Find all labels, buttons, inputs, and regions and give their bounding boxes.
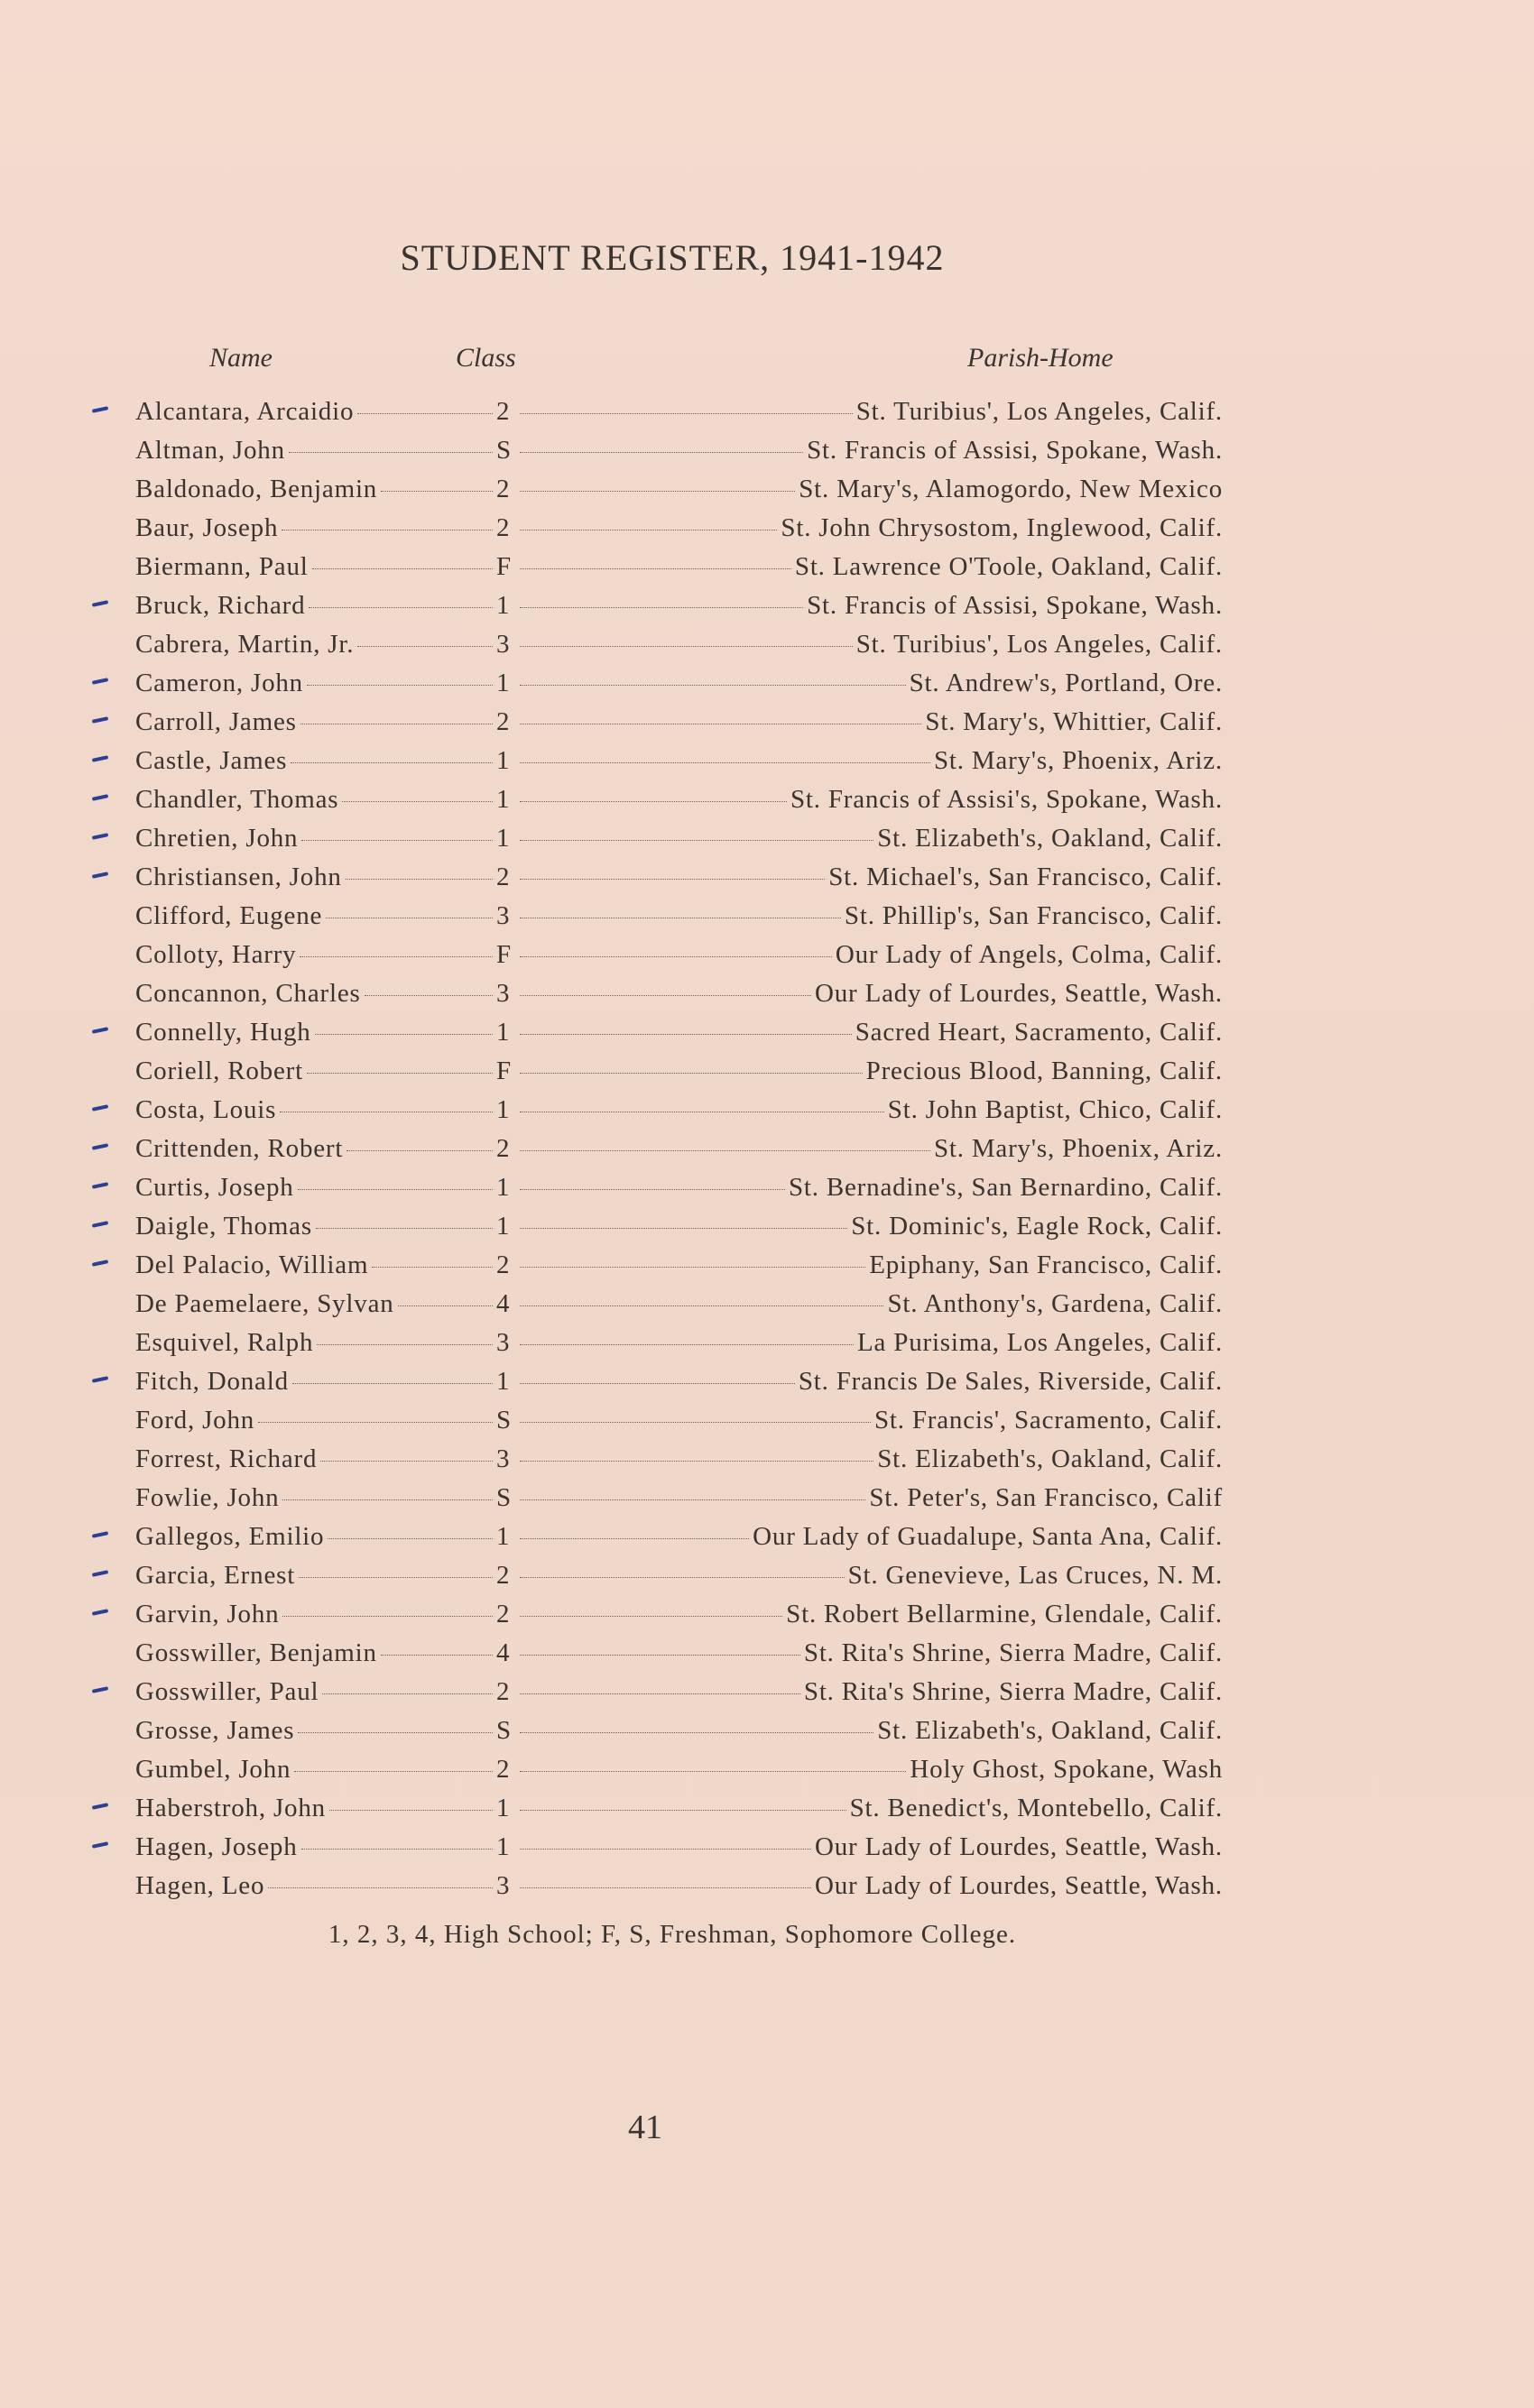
pen-check-mark [92,602,110,607]
leader-dots [282,1616,493,1617]
student-parish-home: St. Turibius', Los Angeles, Calif. [855,630,1223,659]
student-class: 4 [496,1638,511,1667]
student-class: 1 [496,1095,511,1124]
student-class: 1 [496,746,511,775]
student-class: 3 [496,630,511,659]
leader-dots [315,1034,493,1035]
student-name: Curtis, Joseph [135,1173,294,1202]
student-class: S [496,1483,512,1512]
student-class: S [496,436,512,465]
pen-check-mark [92,1688,110,1693]
student-class: 1 [496,1212,511,1241]
leader-dots [520,1189,785,1190]
student-name: Castle, James [135,746,288,775]
pen-check-mark [92,718,110,724]
pen-check-mark [92,796,110,801]
class-legend-footnote: 1, 2, 3, 4, High School; F, S, Freshman, Sophomore College. [328,1920,1017,1949]
student-class: 2 [496,1755,511,1784]
student-row [135,552,1223,591]
student-row [135,436,1223,475]
student-row [135,1444,1223,1483]
student-name: De Paemelaere, Sylvan [135,1289,394,1318]
pen-check-mark [92,408,110,413]
leader-dots [346,879,493,880]
student-row [135,901,1223,940]
student-name: Garvin, John [135,1600,280,1628]
student-class: F [496,940,512,969]
student-name: Grosse, James [135,1716,295,1745]
student-class: 1 [496,1522,511,1551]
student-class: 2 [496,475,511,503]
student-row [135,1289,1223,1328]
student-row [135,940,1223,979]
leader-dots [320,1461,493,1462]
student-row [135,1638,1223,1677]
leader-dots [292,1383,493,1384]
student-parish-home: St. Elizabeth's, Oakland, Calif. [877,1716,1223,1745]
leader-dots [300,956,493,957]
student-class: 2 [496,1134,511,1163]
student-name: Gosswiller, Paul [135,1677,319,1706]
pen-check-mark [92,873,110,879]
leader-dots [365,995,493,996]
student-name: Concannon, Charles [135,979,361,1008]
leader-dots [520,995,811,996]
leader-dots [520,1305,883,1306]
student-parish-home: St. Rita's Shrine, Sierra Madre, Calif. [803,1638,1223,1667]
student-class: 2 [496,1677,511,1706]
leader-dots [312,568,493,569]
leader-dots [520,452,803,453]
student-row [135,1832,1223,1871]
student-name: Ford, John [135,1406,255,1435]
student-parish-home: St. Francis of Assisi, Spokane, Wash. [807,436,1223,465]
student-parish-home: St. John Chrysostom, Inglewood, Calif. [781,513,1223,542]
student-parish-home: St. Genevieve, Las Cruces, N. M. [847,1561,1223,1590]
column-header-name: Name [209,343,273,373]
student-class: S [496,1716,512,1745]
student-name: Hagen, Leo [135,1871,265,1900]
student-parish-home: Epiphany, San Francisco, Calif. [869,1250,1223,1279]
student-class: 1 [496,1832,511,1861]
student-class: 4 [496,1289,511,1318]
student-list [135,397,1223,1910]
student-row [135,746,1223,785]
leader-dots [398,1305,493,1306]
student-parish-home: Our Lady of Lourdes, Seattle, Wash. [815,1871,1223,1900]
student-row [135,475,1223,513]
leader-dots [372,1267,493,1268]
student-class: F [496,1056,512,1085]
pen-check-mark [92,1533,110,1538]
pen-check-mark [92,1261,110,1267]
pen-check-mark [92,1843,110,1849]
leader-dots [520,1538,749,1539]
student-row [135,863,1223,901]
student-parish-home: St. Dominic's, Eagle Rock, Calif. [851,1212,1223,1241]
student-row [135,707,1223,746]
student-name: Cabrera, Martin, Jr. [135,630,355,659]
student-name: Esquivel, Ralph [135,1328,314,1357]
student-parish-home: St. Andrew's, Portland, Ore. [909,669,1223,697]
leader-dots [317,1344,493,1345]
leader-dots [520,1344,854,1345]
leader-dots [520,879,825,880]
leader-dots [322,1693,493,1694]
column-header-class: Class [456,343,516,373]
pen-check-mark [92,1184,110,1189]
leader-dots [520,1849,811,1850]
student-row [135,1677,1223,1716]
leader-dots [357,646,493,647]
student-parish-home: St. Mary's, Phoenix, Ariz. [933,746,1223,775]
leader-dots [520,1887,811,1888]
student-row [135,1483,1223,1522]
student-row [135,1406,1223,1444]
leader-dots [329,1810,493,1811]
student-parish-home: St. Francis', Sacramento, Calif. [873,1406,1223,1435]
leader-dots [520,1771,906,1772]
student-name: Bruck, Richard [135,591,306,620]
leader-dots [381,491,493,492]
student-parish-home: Sacred Heart, Sacramento, Calif. [855,1018,1223,1047]
leader-dots [291,762,493,763]
leader-dots [520,801,787,802]
student-parish-home: Precious Blood, Banning, Calif. [865,1056,1223,1085]
leader-dots [520,956,832,957]
pen-check-mark [92,1378,110,1383]
student-parish-home: St. Francis De Sales, Riverside, Calif. [798,1367,1223,1396]
student-name: Carroll, James [135,707,297,736]
student-name: Del Palacio, William [135,1250,369,1279]
student-parish-home: St. Elizabeth's, Oakland, Calif. [877,1444,1223,1473]
leader-dots [520,646,853,647]
student-name: Coriell, Robert [135,1056,303,1085]
student-name: Crittenden, Robert [135,1134,344,1163]
student-parish-home: St. Francis of Assisi, Spokane, Wash. [807,591,1223,620]
leader-dots [520,1732,873,1733]
leader-dots [342,801,493,802]
leader-dots [520,1383,795,1384]
leader-dots [520,762,930,763]
leader-dots [301,840,493,841]
leader-dots [520,1150,930,1151]
student-row [135,591,1223,630]
student-class: 3 [496,1871,511,1900]
leader-dots [268,1887,493,1888]
student-name: Chretien, John [135,824,299,853]
page-number: 41 [628,2108,662,2146]
leader-dots [520,685,906,686]
student-parish-home: St. Elizabeth's, Oakland, Calif. [877,824,1223,853]
leader-dots [301,1849,493,1850]
student-parish-home: Our Lady of Guadalupe, Santa Ana, Calif. [753,1522,1223,1551]
pen-check-mark [92,1804,110,1810]
leader-dots [520,413,853,414]
student-parish-home: La Purisima, Los Angeles, Calif. [857,1328,1223,1357]
student-parish-home: St. Rita's Shrine, Sierra Madre, Calif. [803,1677,1223,1706]
leader-dots [289,452,493,453]
student-row [135,1561,1223,1600]
leader-dots [520,1616,782,1617]
student-class: 2 [496,1561,511,1590]
student-class: 2 [496,1600,511,1628]
student-row [135,785,1223,824]
student-class: 1 [496,824,511,853]
student-row [135,1522,1223,1561]
pen-check-mark [92,1145,110,1150]
student-class: 1 [496,1794,511,1822]
student-class: 3 [496,1328,511,1357]
student-row [135,979,1223,1018]
student-name: Clifford, Eugene [135,901,323,930]
leader-dots [309,607,493,608]
leader-dots [328,1538,493,1539]
student-name: Christiansen, John [135,863,342,891]
pen-check-mark [92,1572,110,1577]
leader-dots [520,1655,800,1656]
student-row [135,669,1223,707]
student-name: Baur, Joseph [135,513,279,542]
leader-dots [282,1499,493,1500]
student-row [135,1794,1223,1832]
student-name: Gallegos, Emilio [135,1522,325,1551]
leader-dots [299,1577,493,1578]
leader-dots [520,607,803,608]
student-row [135,1600,1223,1638]
student-parish-home: St. Mary's, Whittier, Calif. [925,707,1223,736]
student-row [135,1250,1223,1289]
leader-dots [520,1422,871,1423]
student-class: 3 [496,979,511,1008]
student-name: Altman, John [135,436,285,465]
student-class: 3 [496,1444,511,1473]
student-name: Gumbel, John [135,1755,291,1784]
student-class: 1 [496,1018,511,1047]
student-row [135,1056,1223,1095]
student-name: Baldonado, Benjamin [135,475,378,503]
student-row [135,1328,1223,1367]
student-class: 1 [496,1173,511,1202]
student-name: Forrest, Richard [135,1444,318,1473]
leader-dots [381,1655,493,1656]
leader-dots [520,1577,845,1578]
leader-dots [520,1461,873,1462]
student-name: Cameron, John [135,669,303,697]
student-name: Biermann, Paul [135,552,309,581]
student-row [135,824,1223,863]
leader-dots [316,1228,493,1229]
student-name: Haberstroh, John [135,1794,326,1822]
leader-dots [357,413,493,414]
leader-dots [520,1693,800,1694]
student-row [135,1755,1223,1794]
student-name: Hagen, Joseph [135,1832,298,1861]
student-class: 2 [496,863,511,891]
student-parish-home: St. Robert Bellarmine, Glendale, Calif. [786,1600,1223,1628]
student-class: 1 [496,591,511,620]
student-parish-home: St. Mary's, Alamogordo, New Mexico [799,475,1223,503]
leader-dots [520,1073,863,1074]
student-class: 2 [496,707,511,736]
student-parish-home: Our Lady of Lourdes, Seattle, Wash. [815,1832,1223,1861]
student-row [135,1134,1223,1173]
leader-dots [520,1034,852,1035]
pen-check-mark [92,1106,110,1112]
student-parish-home: St. Lawrence O'Toole, Oakland, Calif. [794,552,1223,581]
pen-check-mark [92,1029,110,1034]
student-parish-home: Our Lady of Angels, Colma, Calif. [835,940,1223,969]
student-row [135,1367,1223,1406]
leader-dots [520,1228,847,1229]
student-row [135,1173,1223,1212]
student-row [135,1871,1223,1910]
student-parish-home: Holy Ghost, Spokane, Wash [910,1755,1223,1784]
student-class: 1 [496,1367,511,1396]
student-name: Daigle, Thomas [135,1212,312,1241]
leader-dots [520,1810,846,1811]
student-name: Alcantara, Arcaidio [135,397,355,426]
student-class: F [496,552,512,581]
student-class: 2 [496,1250,511,1279]
leader-dots [307,685,493,686]
student-parish-home: St. Bernadine's, San Bernardino, Calif. [788,1173,1223,1202]
student-name: Chandler, Thomas [135,785,339,814]
pen-check-mark [92,1610,110,1616]
student-row [135,1716,1223,1755]
student-class: S [496,1406,512,1435]
leader-dots [520,1267,865,1268]
leader-dots [298,1189,493,1190]
student-parish-home: St. Turibius', Los Angeles, Calif. [855,397,1223,426]
student-parish-home: St. Peter's, San Francisco, Calif [869,1483,1223,1512]
leader-dots [258,1422,493,1423]
student-class: 1 [496,785,511,814]
pen-check-mark [92,835,110,840]
student-parish-home: St. Anthony's, Gardena, Calif. [887,1289,1223,1318]
student-row [135,397,1223,436]
student-class: 2 [496,397,511,426]
student-parish-home: St. Michael's, San Francisco, Calif. [828,863,1223,891]
student-name: Colloty, Harry [135,940,297,969]
student-name: Fowlie, John [135,1483,280,1512]
pen-check-mark [92,1222,110,1228]
student-row [135,513,1223,552]
student-parish-home: St. Mary's, Phoenix, Ariz. [933,1134,1223,1163]
student-name: Gosswiller, Benjamin [135,1638,377,1667]
student-name: Fitch, Donald [135,1367,289,1396]
page-title: STUDENT REGISTER, 1941-1942 [400,237,945,278]
leader-dots [520,1499,865,1500]
pen-check-mark [92,679,110,685]
student-name: Connelly, Hugh [135,1018,311,1047]
student-row [135,630,1223,669]
leader-dots [520,568,791,569]
student-parish-home: St. Benedict's, Montebello, Calif. [849,1794,1223,1822]
student-parish-home: St. John Baptist, Chico, Calif. [887,1095,1223,1124]
student-row [135,1095,1223,1134]
leader-dots [307,1073,493,1074]
pen-check-mark [92,757,110,762]
leader-dots [294,1771,493,1772]
column-header-parish: Parish-Home [967,343,1114,373]
student-name: Garcia, Ernest [135,1561,296,1590]
leader-dots [520,491,795,492]
student-row [135,1018,1223,1056]
student-row [135,1212,1223,1250]
leader-dots [520,840,873,841]
student-class: 1 [496,669,511,697]
leader-dots [347,1150,493,1151]
student-parish-home: St. Francis of Assisi's, Spokane, Wash. [790,785,1223,814]
student-name: Costa, Louis [135,1095,277,1124]
student-parish-home: St. Phillip's, San Francisco, Calif. [844,901,1223,930]
leader-dots [298,1732,493,1733]
student-class: 3 [496,901,511,930]
student-class: 2 [496,513,511,542]
student-parish-home: Our Lady of Lourdes, Seattle, Wash. [815,979,1223,1008]
